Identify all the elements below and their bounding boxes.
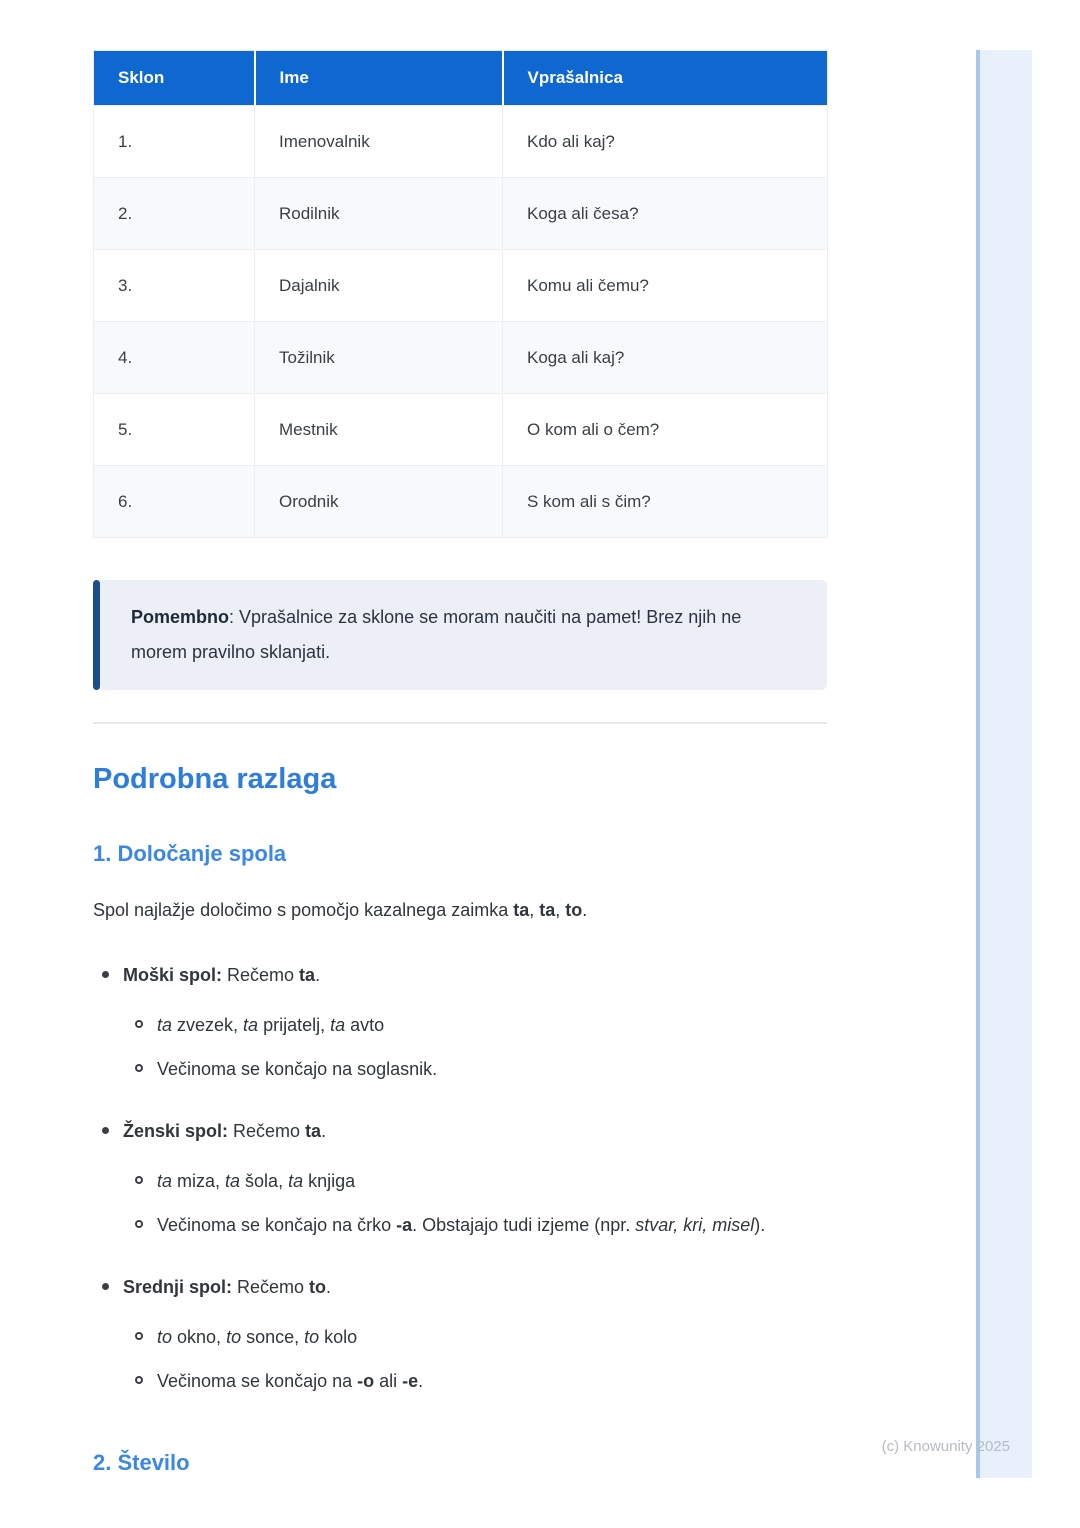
sub-list-item [123,1003,827,1047]
cell-name: Tožilnik [255,322,503,394]
table-row [94,322,828,394]
column-header-sklon: Sklon [94,51,255,106]
table-row [94,178,828,250]
subsection-heading-1: 1. Določanje spola [93,841,287,866]
cell-question: Komu ali čemu? [503,250,828,322]
sub-list-item [123,1047,827,1091]
cell-number: 1. [94,106,255,178]
bullet-icon [102,1127,109,1134]
sub-list [123,1315,827,1403]
list-item-srednji-spol [93,1273,827,1403]
sub-list-item [123,1315,827,1359]
table-row [94,394,828,466]
right-margin-strip [976,50,1032,1478]
sub-list-item-text: Večinoma se končajo na soglasnik. [157,1059,438,1079]
sub-list-item-text: ta zvezek, ta prijatelj, ta avto [157,1015,385,1035]
bullet-icon [102,1283,109,1290]
note-text: Pomembno: Vprašalnice za sklone se moram naučiti na pamet! Brez njih ne morem pravilno sklanjati. [131,607,742,662]
cell-question: Kdo ali kaj? [503,106,828,178]
sub-list-item [123,1159,827,1203]
circle-bullet-icon [135,1376,143,1384]
bullet-icon [102,971,109,978]
sub-list-item-text: to okno, to sonce, to kolo [157,1327,358,1347]
sub-list-item [123,1203,827,1247]
sub-list-item-text: ta miza, ta šola, ta knjiga [157,1171,356,1191]
table-row [94,250,828,322]
gender-list [93,961,827,1403]
note-accent-bar [93,580,100,690]
circle-bullet-icon [135,1020,143,1028]
circle-bullet-icon [135,1332,143,1340]
list-item-text: Srednji spol: Rečemo to. [123,1277,332,1297]
cases-table [93,50,828,538]
list-item-text: Ženski spol: Rečemo ta. [123,1121,327,1141]
column-header-vprasalnica: Vprašalnica [503,51,828,106]
important-note-box [93,580,827,690]
table-row [94,466,828,538]
cell-question: O kom ali o čem? [503,394,828,466]
cell-number: 3. [94,250,255,322]
circle-bullet-icon [135,1176,143,1184]
section-divider [93,722,827,724]
sub-list-item [123,1359,827,1403]
document-content [93,0,827,1476]
section-heading: Podrobna razlaga [93,763,337,795]
cell-question: Koga ali česa? [503,178,828,250]
list-item-text: Moški spol: Rečemo ta. [123,965,321,985]
list-item-moski-spol [93,961,827,1091]
cell-name: Orodnik [255,466,503,538]
cell-number: 5. [94,394,255,466]
sub-list-item-text: Večinoma se končajo na črko -a. Obstajajo tudi izjeme (npr. stvar, kri, misel). [157,1215,766,1235]
cell-name: Mestnik [255,394,503,466]
cell-number: 2. [94,178,255,250]
subsection-heading-2: 2. Število [93,1450,190,1475]
table-header-row [94,51,828,106]
table-row [94,106,828,178]
cell-name: Rodilnik [255,178,503,250]
sub-list [123,1159,827,1247]
list-item-zenski-spol [93,1117,827,1247]
intro-paragraph: Spol najlažje določimo s pomočjo kazalnega zaimka ta, ta, to. [93,900,588,920]
sub-list-item-text: Večinoma se končajo na -o ali -e. [157,1371,424,1391]
column-header-ime: Ime [255,51,503,106]
cell-question: S kom ali s čim? [503,466,828,538]
circle-bullet-icon [135,1064,143,1072]
circle-bullet-icon [135,1220,143,1228]
cell-number: 6. [94,466,255,538]
sub-list [123,1003,827,1091]
cell-name: Dajalnik [255,250,503,322]
cell-question: Koga ali kaj? [503,322,828,394]
watermark: (c) Knowunity 2025 [881,1438,1010,1455]
cell-number: 4. [94,322,255,394]
cell-name: Imenovalnik [255,106,503,178]
